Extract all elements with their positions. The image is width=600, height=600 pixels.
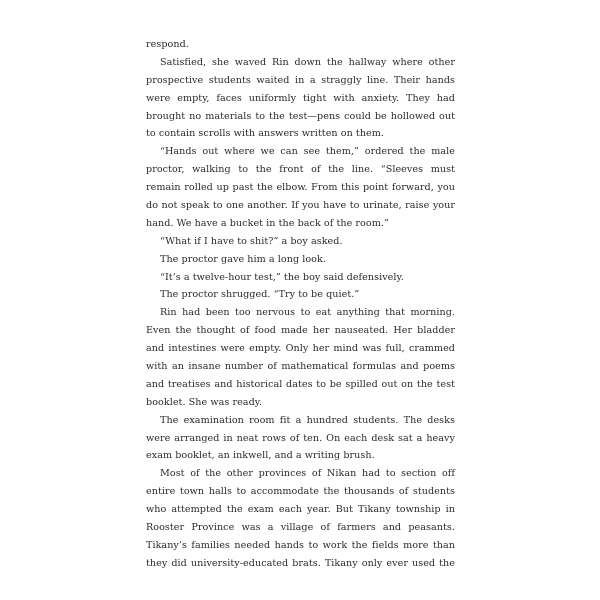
- text-line: Most of the other provinces of Nikan had to section off: [160, 468, 455, 480]
- text-line: and intestines were empty. Only her mind was full, crammed: [146, 343, 455, 355]
- text-line: “Hands out where we can see them,” ordered the male: [160, 146, 455, 158]
- text-line: hand. We have a bucket in the back of the room.”: [146, 217, 389, 229]
- text-line: who attempted the exam each year. But Tikany township in: [146, 504, 455, 516]
- text-line: exam booklet, an inkwell, and a writing brush.: [146, 450, 375, 462]
- text-line: brought no materials to the test—pens could be hollowed out: [146, 110, 455, 122]
- body-text: [146, 36, 455, 573]
- text-line: with an insane number of mathematical formulas and poems: [146, 361, 455, 373]
- text-line: The proctor gave him a long look.: [160, 253, 326, 265]
- text-line: remain rolled up past the elbow. From this point forward, you: [146, 182, 455, 194]
- text-line: do not speak to one another. If you have to urinate, raise your: [146, 200, 455, 212]
- text-line: respond.: [146, 39, 189, 50]
- text-line: were arranged in neat rows of ten. On each desk sat a heavy: [146, 432, 455, 444]
- text-line: and treatises and historical dates to be spilled out on the test: [146, 378, 455, 390]
- text-line: prospective students waited in a straggly line. Their hands: [146, 74, 455, 86]
- text-line: booklet. She was ready.: [146, 396, 263, 408]
- text-line: Rin had been too nervous to eat anything that morning.: [160, 307, 455, 319]
- text-line: Tikany’s families needed hands to work the fields more than: [146, 539, 455, 551]
- text-line: they did university-educated brats. Tikany only ever used the: [146, 557, 455, 569]
- text-line: to contain scrolls with answers written on them.: [146, 128, 385, 140]
- text-line: Even the thought of food made her nauseated. Her bladder: [146, 325, 455, 337]
- text-line: Rooster Province was a village of farmers and peasants.: [146, 522, 455, 534]
- text-line: The examination room fit a hundred students. The desks: [160, 414, 455, 426]
- text-line: proctor, walking to the front of the line. “Sleeves must: [146, 164, 455, 176]
- text-line: entire town halls to accommodate the thousands of students: [146, 486, 455, 498]
- text-line: The proctor shrugged. “Try to be quiet.”: [160, 289, 360, 301]
- text-line: Satisfied, she waved Rin down the hallway where other: [160, 56, 455, 68]
- text-line: “It’s a twelve-hour test,” the boy said defensively.: [160, 271, 404, 283]
- text-line: “What if I have to shit?” a boy asked.: [160, 235, 343, 247]
- text-line: were empty, faces uniformly tight with anxiety. They had: [146, 92, 455, 104]
